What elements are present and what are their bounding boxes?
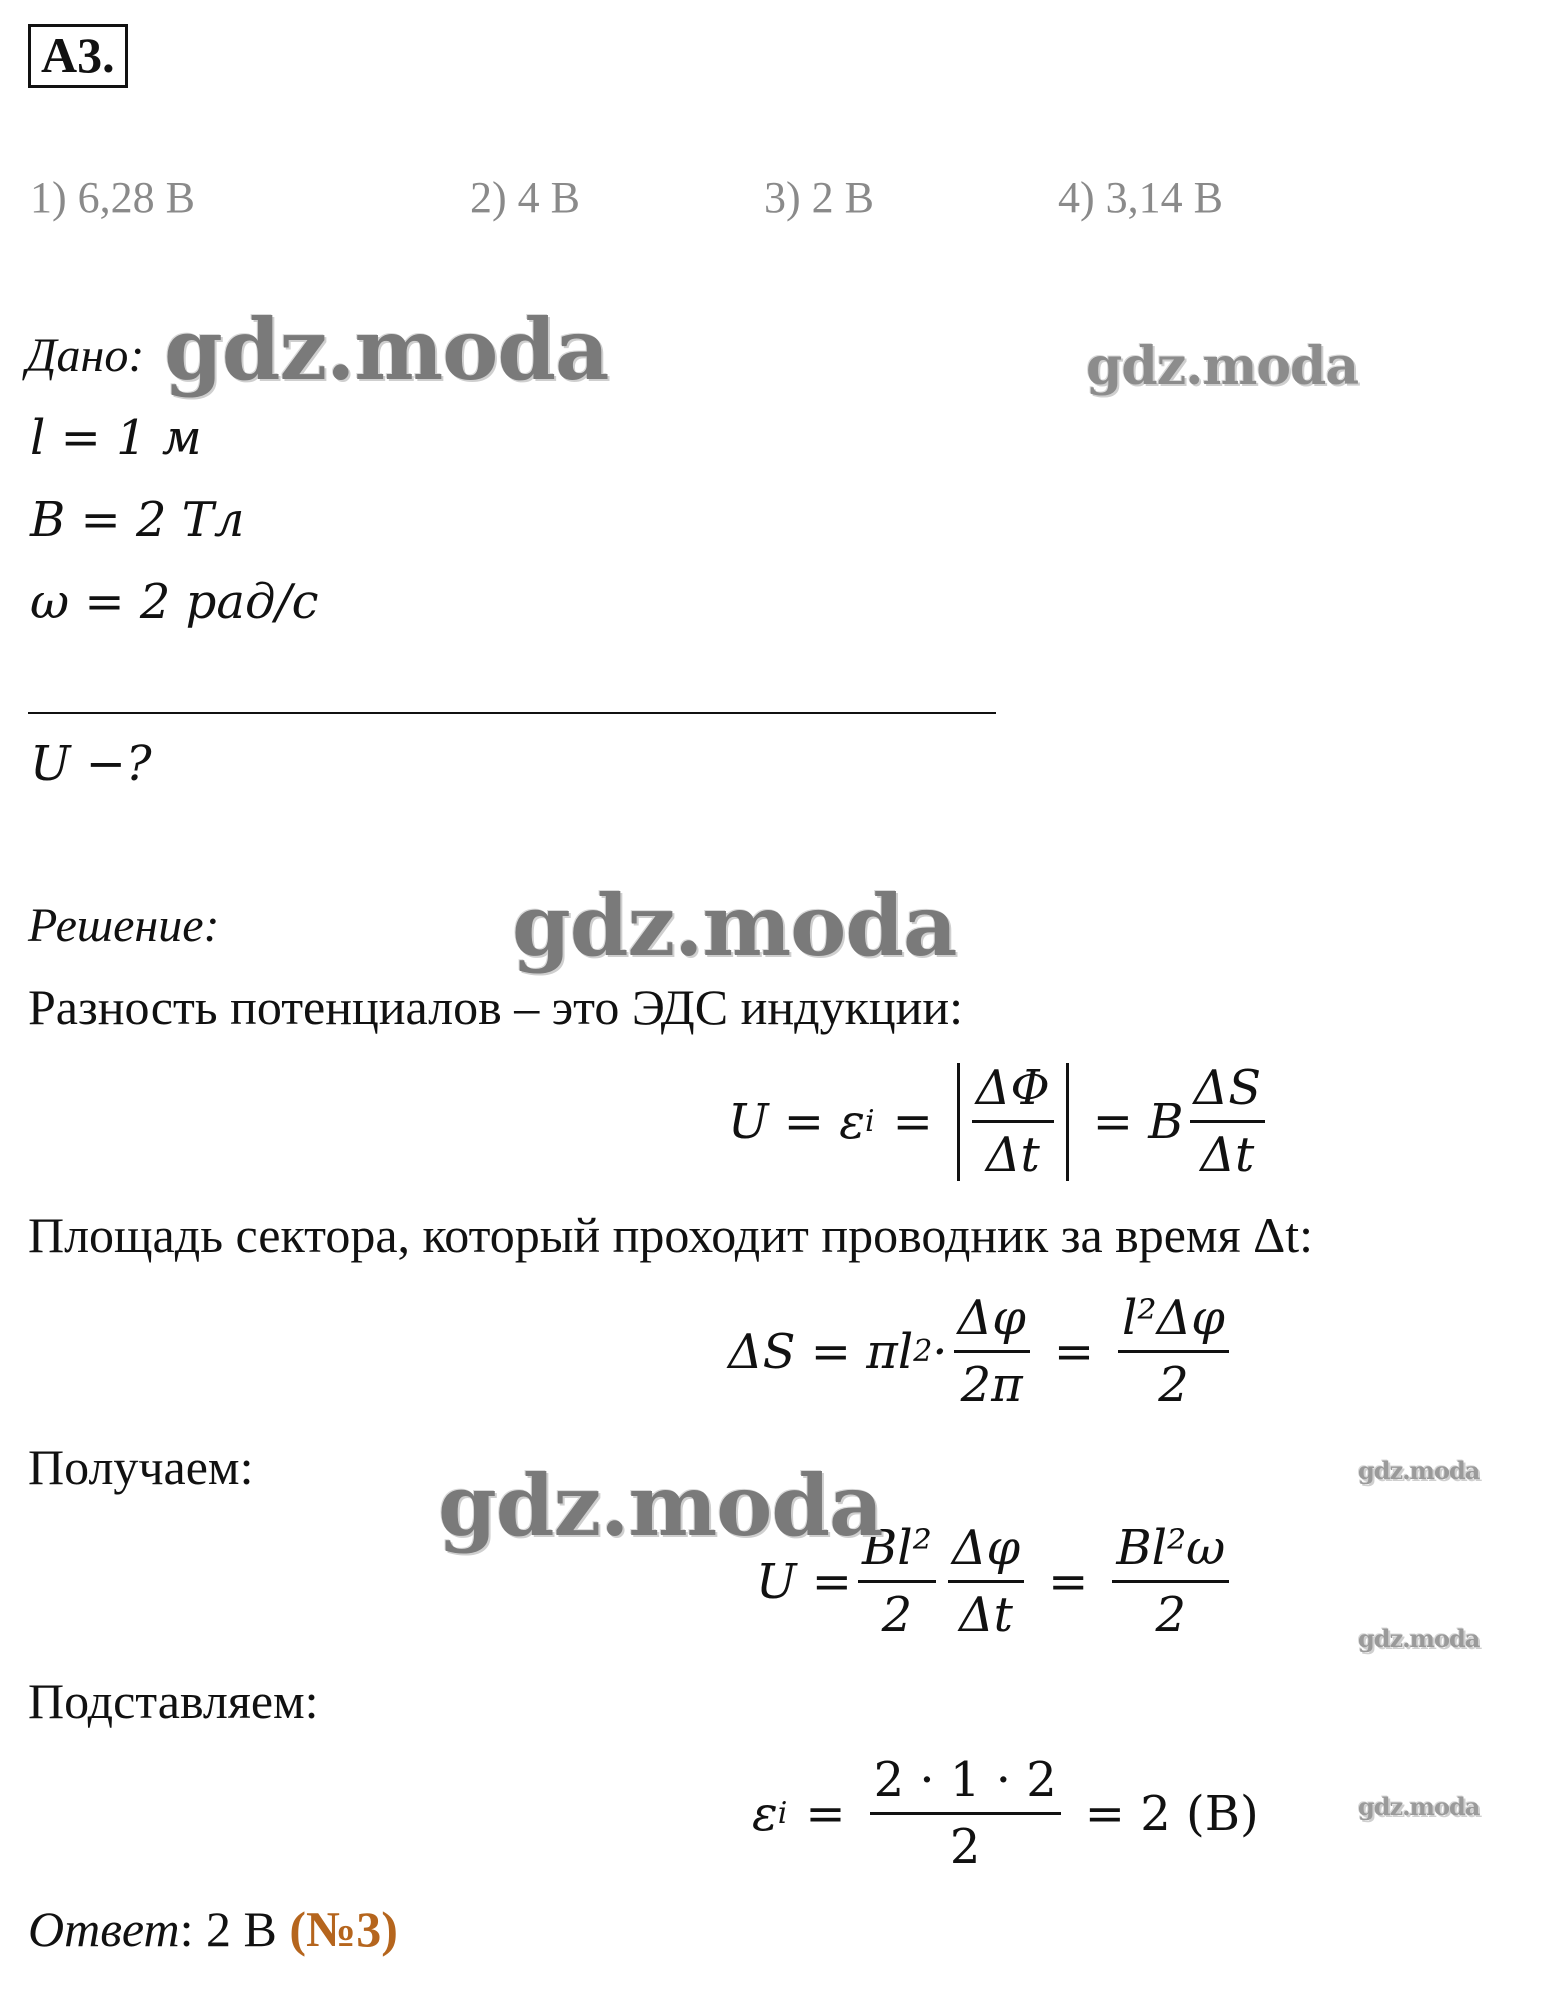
eq3-den2: Δt	[958, 1587, 1013, 1643]
watermark: gdz.moda	[1358, 1624, 1480, 1653]
eq1-eq: =	[892, 1093, 933, 1150]
find-item: U −?	[30, 736, 152, 792]
watermark: gdz.moda	[438, 1456, 883, 1555]
equation-emf	[728, 1060, 1271, 1183]
watermark: gdz.moda	[512, 876, 957, 975]
given-divider	[28, 712, 996, 714]
solution-line-substitute: Подставляем:	[28, 1673, 319, 1729]
watermark: gdz.moda	[164, 300, 609, 399]
eq3-fraction-2	[948, 1520, 1024, 1643]
eq2-eq: =	[1053, 1323, 1095, 1380]
equation-area	[728, 1290, 1235, 1413]
eq2-num1: Δφ	[954, 1290, 1030, 1353]
given-item-length: l = 1 м	[30, 410, 202, 466]
eq1-mid: = B	[1092, 1093, 1184, 1150]
answer-line	[28, 1900, 398, 1958]
eq1-lhs: U = ε	[728, 1093, 865, 1150]
eq1-den2: Δt	[1200, 1127, 1255, 1183]
option-2: 2) 4 В	[470, 173, 580, 222]
eq2-den2: 2	[1158, 1357, 1189, 1413]
answer-number: (№3)	[289, 1901, 398, 1957]
eq4-fraction	[870, 1752, 1061, 1875]
eq3-lhs: U =	[756, 1553, 852, 1610]
given-item-field: B = 2 Тл	[30, 492, 245, 548]
eq4-lhs: ε	[752, 1785, 778, 1842]
given-item-omega: ω = 2 рад/с	[30, 574, 319, 630]
eq2-num2: l²Δφ	[1118, 1290, 1229, 1353]
eq3-num3: Bl²ω	[1112, 1520, 1229, 1583]
eq2-fraction-angle	[954, 1290, 1030, 1413]
eq2-dot: ·	[932, 1323, 948, 1380]
eq3-fraction-3	[1112, 1520, 1229, 1643]
eq2-lhs: ΔS = πl	[728, 1323, 914, 1380]
eq4-num: 2 · 1 · 2	[870, 1752, 1061, 1815]
eq4-den: 2	[949, 1819, 981, 1875]
eq4-eq: =	[805, 1785, 846, 1842]
option-3: 3) 2 В	[764, 173, 874, 222]
eq3-den1: 2	[881, 1587, 913, 1643]
watermark: gdz.moda	[1358, 1792, 1480, 1821]
eq1-den1: Δt	[985, 1127, 1040, 1183]
eq1-fraction-flux	[972, 1060, 1054, 1183]
eq3-num1: Bl²	[858, 1520, 936, 1583]
option-1: 1) 6,28 В	[30, 173, 195, 222]
eq3-den3: 2	[1155, 1587, 1187, 1643]
eq3-num2: Δφ	[948, 1520, 1024, 1583]
eq2-fraction-result	[1118, 1290, 1229, 1413]
answer-value: 2 В	[205, 1901, 277, 1957]
eq3-eq: =	[1048, 1553, 1089, 1610]
eq4-sub: i	[777, 1796, 788, 1831]
given-heading: Дано:	[26, 329, 145, 382]
eq1-fraction-area	[1190, 1060, 1266, 1183]
watermark: gdz.moda	[1358, 1456, 1480, 1485]
answer-colon: :	[179, 1901, 194, 1957]
problem-label: А3.	[28, 24, 128, 88]
answer-label: Ответ	[28, 1901, 180, 1957]
eq1-sub: i	[864, 1104, 875, 1139]
solution-line-emf: Разность потенциалов – это ЭДС индукции:	[28, 979, 964, 1035]
abs-bar-right	[1066, 1063, 1069, 1181]
eq1-num1: ΔΦ	[972, 1060, 1054, 1123]
solution-line-area: Площадь сектора, который проходит проводник за время Δt:	[28, 1207, 1314, 1263]
solution-heading: Решение:	[28, 899, 220, 952]
eq1-num2: ΔS	[1190, 1060, 1266, 1123]
solution-line-get: Получаем:	[28, 1439, 254, 1495]
eq4-rhs: = 2 (В)	[1084, 1785, 1259, 1842]
watermark: gdz.moda	[1086, 336, 1359, 397]
abs-bar-left	[957, 1063, 960, 1181]
equation-result	[752, 1752, 1259, 1875]
eq2-den1: 2π	[960, 1357, 1023, 1413]
option-4: 4) 3,14 В	[1058, 173, 1223, 222]
eq2-sup: 2	[913, 1334, 933, 1369]
